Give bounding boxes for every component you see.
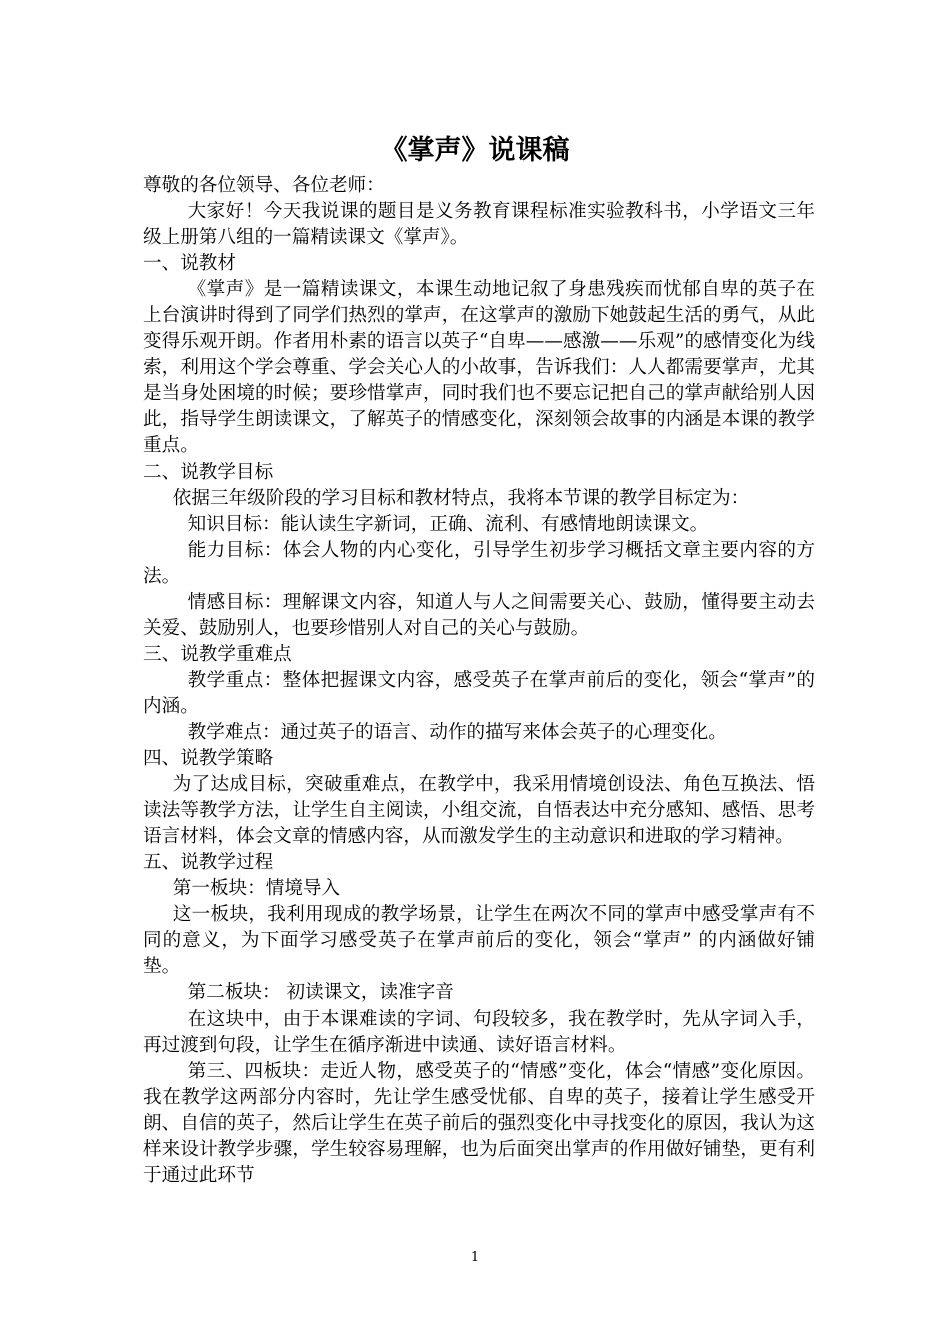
body-paragraph: 这一板块，我利用现成的教学场景，让学生在两次不同的掌声中感受掌声有不同的意义，为下面学习感受英子在掌声前后的变化，领会“掌声” 的内涵做好铺垫。 xyxy=(143,904,815,978)
section-heading: 二、说教学目标 xyxy=(143,461,274,483)
document-body xyxy=(143,173,815,1189)
body-paragraph: 依据三年级阶段的学习目标和教材特点，我将本节课的教学目标定为： xyxy=(172,487,750,509)
section-heading: 五、说教学过程 xyxy=(143,852,274,874)
body-paragraph: 第三、四板块：走近人物，感受英子的“情感”变化，体会“情感”变化原因。我在教学这两部分内容时，先让学生感受忧郁、自卑的英子，接着让学生感受开朗、自信的英子，然后让学生在英子前后的强烈变化中寻找变化的原因，我认为这样来设计教学步骤，学生较容易理解，也为后面突出掌声的作用做好铺垫，更有利于通过此环节 xyxy=(143,1060,815,1186)
body-paragraph: 第一板块：情境导入 xyxy=(172,878,341,900)
body-paragraph: 《掌声》是一篇精读课文，本课生动地记叙了身患残疾而忧郁自卑的英子在上台演讲时得到了同学们热烈的掌声，在这掌声的激励下她鼓起生活的勇气，从此变得乐观开朗。作者用朴素的语言以英子“自卑——感激——乐观”的感情变化为线索，利用这个学会尊重、学会关心人的小故事，告诉我们：人人都需要掌声，尤其是当身处困境的时候；要珍惜掌声，同时我们也不要忘记把自己的掌声献给别人因此，指导学生朗读课文，了解英子的情感变化，深刻领会故事的内涵是本课的教学重点。 xyxy=(143,279,815,457)
body-paragraph: 情感目标：理解课文内容，知道人与人之间需要关心、鼓励，懂得要主动去关爱、鼓励别人，也要珍惜别人对自己的关心与鼓励。 xyxy=(143,591,815,639)
section-heading: 三、说教学重难点 xyxy=(143,643,292,665)
body-paragraph: 知识目标：能认读生字新词，正确、流利、有感情地朗读课文。 xyxy=(187,513,709,535)
section-heading: 尊敬的各位领导、各位老师： xyxy=(143,175,385,196)
body-paragraph: 能力目标：体会人物的内心变化，引导学生初步学习概括文章主要内容的方法。 xyxy=(143,539,815,587)
section-heading: 四、说教学策略 xyxy=(143,748,274,770)
body-paragraph: 教学难点：通过英子的语言、动作的描写来体会英子的心理变化。 xyxy=(187,721,727,743)
section-heading: 一、说教材 xyxy=(143,253,236,275)
body-paragraph: 在这块中，由于本课难读的字词、句段较多，我在教学时，先从字词入手，再过渡到句段，让学生在循序渐进中读通、读好语言材料。 xyxy=(143,1008,815,1056)
body-paragraph: 教学重点：整体把握课文内容，感受英子在掌声前后的变化，领会“掌声”的内涵。 xyxy=(143,669,815,717)
page-number: 1 xyxy=(470,1250,480,1265)
body-paragraph: 为了达成目标，突破重难点，在教学中，我采用情境创设法、角色互换法、悟读法等教学方法，让学生自主阅读，小组交流，自悟表达中充分感知、感悟、思考语言材料，体会文章的情感内容，从而激发学生的主动意识和进取的学习精神。 xyxy=(143,774,815,848)
body-paragraph: 第二板块： 初读课文，读准字音 xyxy=(187,982,454,1004)
body-paragraph: 大家好！今天我说课的题目是义务教育课程标准实验教科书，小学语文三年级上册第八组的一篇精读课文《掌声》。 xyxy=(143,201,815,249)
page-title: 《掌声》说课稿 xyxy=(380,135,570,166)
